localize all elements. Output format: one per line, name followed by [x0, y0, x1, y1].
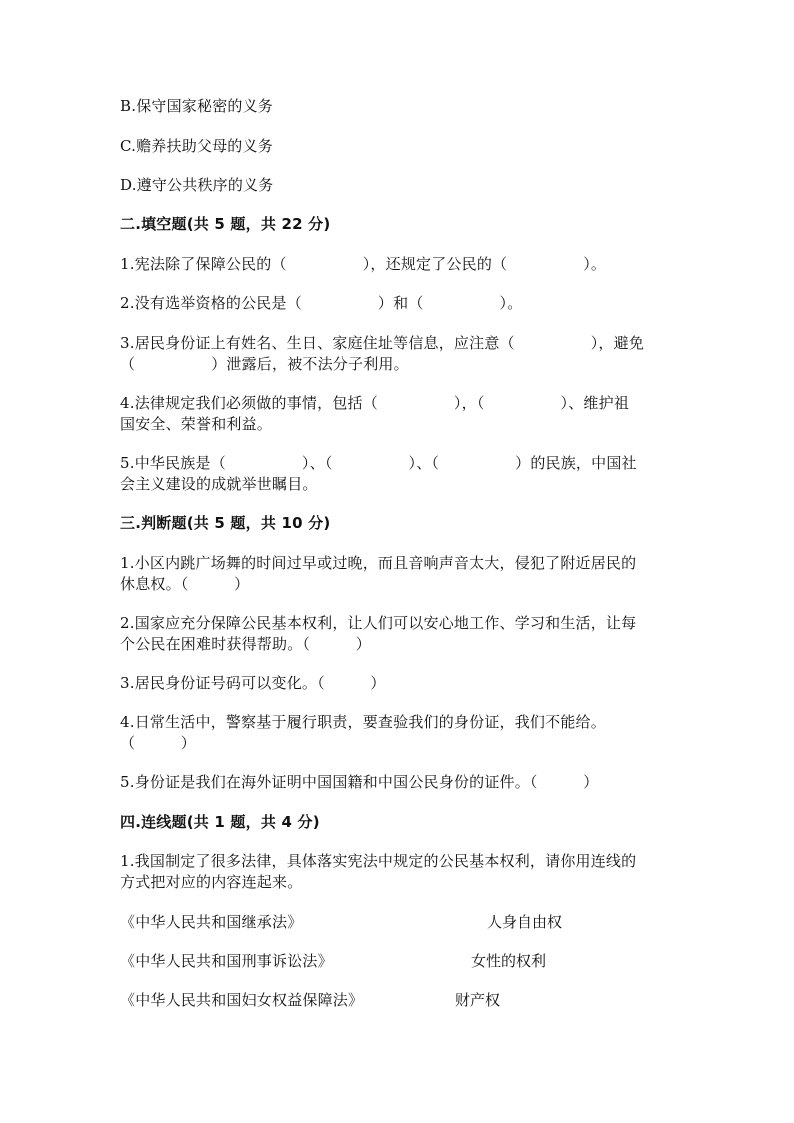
section-4-heading: 四.连线题(共 1 题，共 4 分) [120, 813, 320, 831]
fill-question-4-line-2: 国安全、荣誉和利益。 [120, 415, 273, 433]
judge-question-2-line-2: 个公民在困难时获得帮助。（ ） [120, 635, 371, 653]
fill-question-2: 2.没有选举资格的公民是（ ）和（ ）。 [120, 294, 523, 312]
judge-question-1-line-1: 1.小区内跳广场舞的时间过早或过晚，而且音响声音太大，侵犯了附近居民的 [120, 554, 637, 572]
judge-question-2-line-1: 2.国家应充分保障公民基本权利，让人们可以安心地工作、学习和生活，让每 [120, 614, 637, 632]
option-d: D.遵守公共秩序的义务 [120, 176, 274, 194]
judge-question-5: 5.身份证是我们在海外证明中国国籍和中国公民身份的证件。（ ） [120, 773, 599, 791]
match-question-1-line-1: 1.我国制定了很多法律，具体落实宪法中规定的公民基本权利，请你用连线的 [120, 852, 637, 870]
fill-question-5-line-2: 会主义建设的成就举世瞩目。 [120, 475, 318, 493]
fill-question-3-line-2: （ ）泄露后，被不法分子利用。 [120, 355, 409, 373]
section-2-heading: 二.填空题(共 5 题，共 22 分) [120, 215, 331, 233]
judge-question-4-line-1: 4.日常生活中，警察基于履行职责，要查验我们的身份证，我们不能给。 [120, 713, 606, 731]
match-left-item: 《中华人民共和国妇女权益保障法》 [120, 991, 364, 1009]
match-left-item: 《中华人民共和国刑事诉讼法》 [120, 952, 333, 970]
option-b: B.保守国家秘密的义务 [120, 97, 273, 115]
option-c: C.赡养扶助父母的义务 [120, 137, 273, 155]
match-right-item: 女性的权利 [471, 952, 547, 970]
fill-question-3-line-1: 3.居民身份证上有姓名、生日、家庭住址等信息，应注意（ ），避免 [120, 334, 645, 352]
fill-question-5-line-1: 5.中华民族是（ ）、（ ）、（ ）的民族，中国社 [120, 454, 637, 472]
match-right-item: 人身自由权 [487, 913, 563, 931]
section-3-heading: 三.判断题(共 5 题，共 10 分) [120, 514, 331, 532]
fill-question-4-line-1: 4.法律规定我们必须做的事情，包括（ ），（ ）、维护祖 [120, 394, 630, 412]
judge-question-1-line-2: 休息权。（ ） [120, 575, 250, 593]
judge-question-3: 3.居民身份证号码可以变化。（ ） [120, 674, 386, 692]
match-left-item: 《中华人民共和国继承法》 [120, 913, 303, 931]
fill-question-1: 1.宪法除了保障公民的（ ），还规定了公民的（ ）。 [120, 255, 607, 273]
match-question-1-line-2: 方式把对应的内容连起来。 [120, 873, 303, 891]
match-right-item: 财产权 [455, 991, 501, 1009]
judge-question-4-line-2: （ ） [120, 734, 197, 752]
